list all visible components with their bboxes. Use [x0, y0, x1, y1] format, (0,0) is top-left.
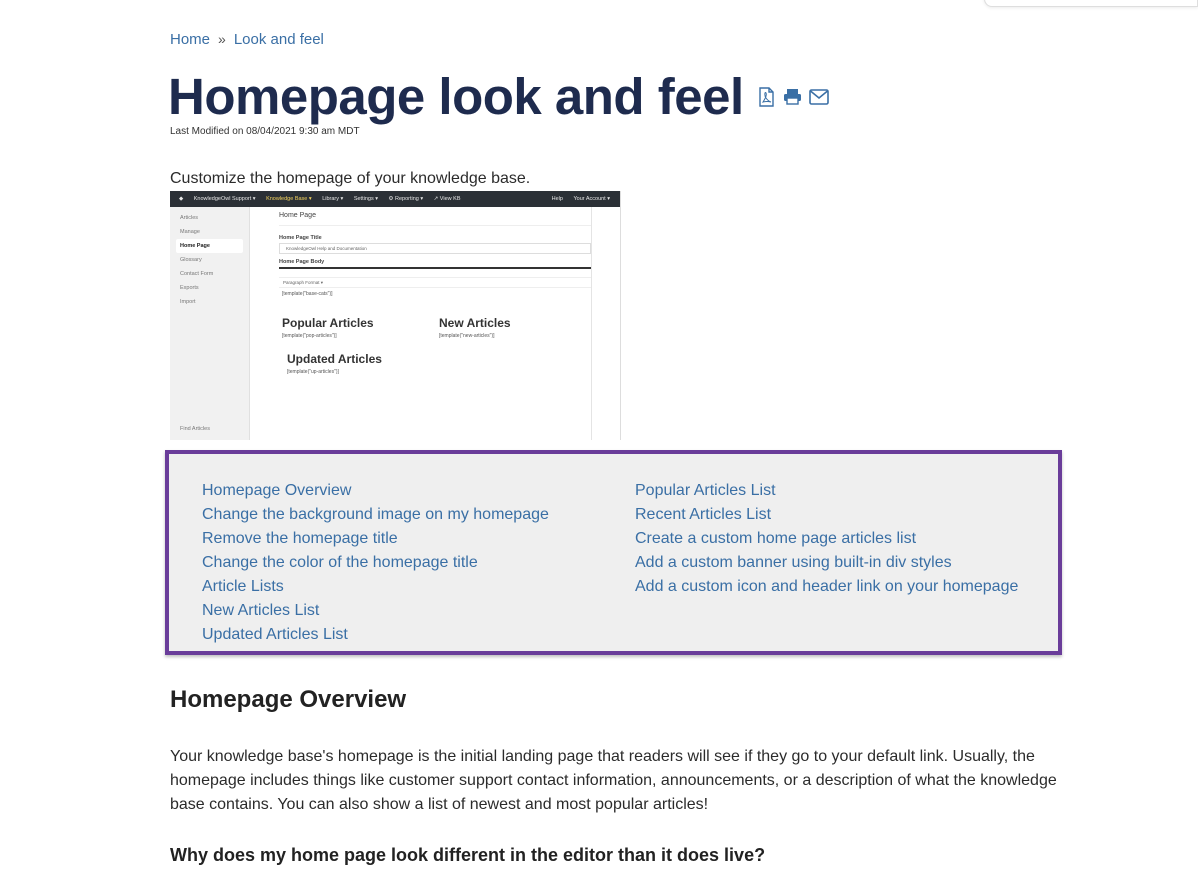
breadcrumb-separator: »: [218, 31, 226, 47]
screenshot-updated-heading: Updated Articles: [287, 352, 382, 366]
screenshot-columns: [279, 297, 591, 375]
overview-paragraph: Your knowledge base's homepage is the initial landing page that readers will see if they go to your default link. Usually, the homepage includes things like customer support contact information, announcements, or a description of what the knowledge base contains. You can also show a list of newest and most popular articles!: [170, 748, 1057, 813]
section-heading-overview: Homepage Overview: [170, 686, 407, 713]
email-icon[interactable]: [809, 89, 829, 110]
screenshot-editor-toolbar: [279, 267, 591, 278]
screenshot-sidebar: [170, 207, 250, 440]
last-modified: Last Modified on 08/04/2021 9:30 am MDT: [170, 126, 360, 137]
screenshot-menu-item: ↗ View KB: [433, 196, 461, 202]
toc-link[interactable]: Add a custom banner using built-in div styles: [635, 554, 952, 571]
toc-link[interactable]: Change the background image on my homepage: [202, 506, 549, 523]
screenshot-menu-item: ⚙ Reporting ▾: [388, 196, 424, 202]
screenshot-menu-item: Settings ▾: [353, 196, 378, 202]
toc-link[interactable]: Create a custom home page articles list: [635, 530, 917, 547]
table-of-contents: [165, 450, 1062, 655]
screenshot-menu-item: Knowledge Base ▾: [266, 196, 312, 202]
toc-column-right: [635, 479, 1018, 599]
page-title: Homepage look and feel: [168, 68, 744, 125]
screenshot-updated-block: [287, 352, 382, 375]
screenshot-format-select: Paragraph Format ▾: [279, 278, 591, 288]
title-icons: [758, 87, 832, 112]
screenshot-sidebar-item: Manage: [180, 229, 200, 235]
screenshot-popular-block: [282, 316, 374, 339]
toc-link[interactable]: Recent Articles List: [635, 506, 772, 523]
toc-column-left: [202, 479, 549, 647]
screenshot-topbar-right: [543, 191, 610, 207]
screenshot-menu-item: Library ▾: [322, 196, 344, 202]
screenshot-new-block: [439, 316, 511, 339]
toc-link[interactable]: Popular Articles List: [635, 482, 776, 499]
toc-link[interactable]: Remove the homepage title: [202, 530, 398, 547]
toc-link[interactable]: Updated Articles List: [202, 626, 348, 643]
screenshot-template-text: [template("pop-articles")]: [282, 333, 337, 339]
screenshot-template-text: [template("base-cats")]: [282, 291, 333, 297]
screenshot-sidebar-item: Exports: [180, 285, 199, 291]
screenshot-main: [279, 207, 592, 440]
screenshot-template-text: [template("new-articles")]: [439, 333, 495, 339]
screenshot-body-label: Home Page Body: [279, 259, 325, 265]
screenshot-menu-item: Your Account ▾: [573, 196, 610, 202]
breadcrumb-current-link[interactable]: Look and feel: [233, 31, 324, 48]
screenshot-topbar: [170, 191, 620, 207]
toc-link[interactable]: Add a custom icon and header link on your homepage: [635, 578, 1019, 595]
intro-text: Customize the homepage of your knowledge base.: [170, 170, 531, 187]
top-right-panel: [984, 0, 1198, 7]
screenshot-sidebar-item: Import: [180, 299, 196, 305]
screenshot-sidebar-item: Articles: [180, 215, 199, 221]
faq-subheading: Why does my home page look different in the editor than it does live?: [170, 845, 766, 865]
screenshot-template-text: [template("up-articles")]: [287, 369, 339, 375]
toc-link[interactable]: Change the color of the homepage title: [202, 554, 478, 571]
print-icon[interactable]: [783, 88, 802, 110]
toc-link[interactable]: Homepage Overview: [202, 482, 352, 499]
screenshot-sidebar-item: Contact Form: [180, 271, 214, 277]
screenshot-title-field: KnowledgeOwl Help and Documentation: [279, 243, 591, 254]
screenshot-sidebar-item: Glossary: [180, 257, 202, 263]
screenshot-sidebar-item: Home Page: [176, 239, 243, 253]
screenshot-title-label: Home Page Title: [279, 235, 322, 241]
screenshot-page-heading: Home Page: [279, 212, 591, 226]
pdf-icon[interactable]: [758, 87, 775, 112]
homepage-editor-screenshot: [170, 191, 621, 440]
screenshot-menu-item: KnowledgeOwl Support ▾: [193, 196, 256, 202]
screenshot-find-articles: Find Articles: [180, 426, 210, 432]
toc-link[interactable]: New Articles List: [202, 602, 320, 619]
breadcrumb: [170, 31, 324, 48]
toc-link[interactable]: Article Lists: [202, 578, 284, 595]
screenshot-popular-heading: Popular Articles: [282, 316, 374, 330]
owl-logo-icon: ◆: [179, 196, 184, 202]
breadcrumb-home-link[interactable]: Home: [170, 31, 211, 48]
screenshot-new-heading: New Articles: [439, 316, 511, 330]
screenshot-menu-item: Help: [551, 196, 563, 202]
title-row: [168, 68, 832, 126]
